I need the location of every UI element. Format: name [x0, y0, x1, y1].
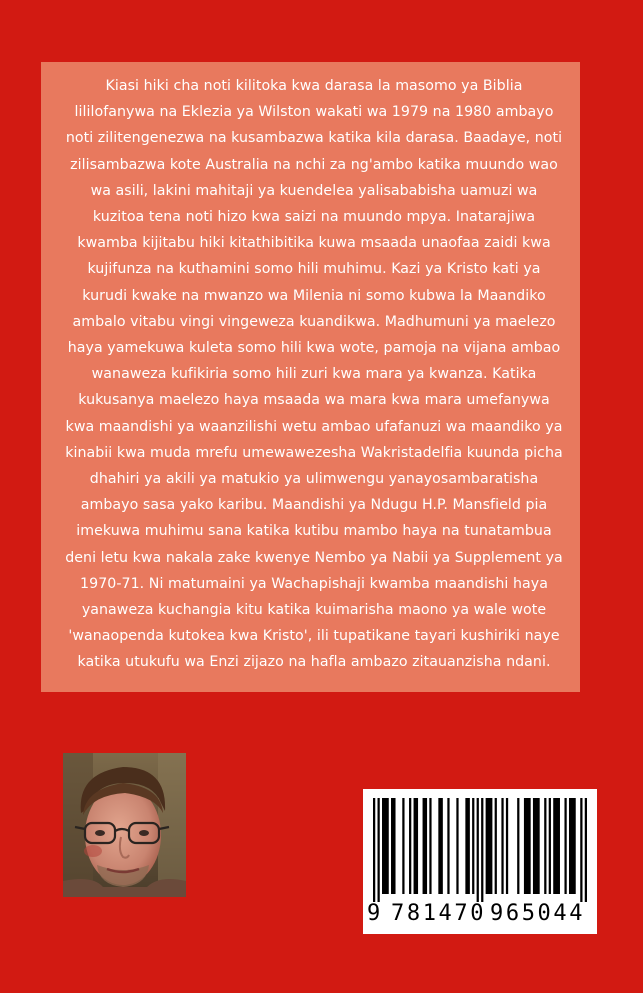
barcode-bar — [506, 798, 508, 894]
barcode-bar — [533, 798, 540, 894]
barcode-bar — [465, 798, 470, 894]
barcode-bar — [517, 798, 519, 894]
barcode-bar — [486, 798, 493, 894]
barcode-bar — [391, 798, 396, 894]
barcode-bar — [524, 798, 531, 894]
author-photo — [63, 753, 186, 897]
barcode-bar — [549, 798, 551, 894]
barcode-bar — [481, 798, 483, 902]
barcode-bar — [501, 798, 503, 894]
barcode-bar — [378, 798, 380, 902]
isbn-digits-left: 781470 — [391, 901, 487, 926]
barcode-bar — [569, 798, 576, 894]
barcode-bar — [402, 798, 404, 894]
author-photo-image — [63, 753, 186, 897]
barcode-bar — [477, 798, 479, 902]
barcode-bar — [456, 798, 458, 894]
barcode-bar — [580, 798, 582, 902]
back-cover-blurb: Kiasi hiki cha noti kilitoka kwa darasa la masomo ya Biblia lililofanywa na Eklezia ya Wilston wakati wa 1979 na 1980 ambayo noti zilitengenezwa na kusambazwa katika kila darasa. Baadaye, noti zilisambazwa kote Australia na nchi za ng'ambo katika muundo wao wa asili, lakini mahitaji ya kuendelea yalisababisha uamuzi wa kuzitoa tena noti hizo kwa saizi na muundo mpya. Inatarajiwa kwamba kijitabu hiki kitathibitika kuwa msaada unaofaa zaidi kwa kujifunza na kuthamini somo hili muhimu. Kazi ya Kristo kati ya kurudi kwake na mwanzo wa Milenia ni somo kubwa la Maandiko ambalo vitabu vingi vingeweza kuandikwa. Madhumuni ya maelezo haya yamekuwa kuleta somo hili kwa wote, pamoja na vijana ambao wanaweza kufikiria somo hili zuri kwa mara ya kwanza. Katika kukusanya maelezo haya msaada wa mara kwa mara umefanywa kwa maandishi ya waanzilishi wetu ambao ufafanuzi wa maandiko ya kinabii kwa muda mrefu umewawezesha Wakristadelfia kuunda picha dhahiri ya akili ya matukio ya ulimwengu yanayosambaratisha ambayo sasa yako karibu. Maandishi ya Ndugu H.P. Mansfield pia imekuwa muhimu sana katika kutibu mambo haya na tunatambua deni letu kwa nakala zake kwenye Nembo ya Nabii ya Supplement ya 1970-71. Ni matumaini ya Wachapishaji kwamba maandishi haya yanaweza kuchangia kitu katika kuimarisha maono ya wale wote 'wanaopenda kutokea kwa Kristo', ili tupatikane tayari kushiriki naye katika utukufu wa Enzi zijazo na hafla ambazo zitauanzisha ndani. — [65, 78, 563, 671]
barcode-bar — [409, 798, 411, 894]
isbn-barcode — [363, 789, 597, 934]
barcode-bar — [585, 798, 587, 902]
barcode-bar — [472, 798, 474, 894]
barcode-bar — [429, 798, 431, 894]
barcode-bar — [553, 798, 560, 894]
barcode-bar — [382, 798, 389, 894]
isbn-digits-right: 965044 — [490, 901, 586, 926]
barcode-bar — [544, 798, 546, 894]
blurb-panel — [41, 62, 580, 692]
barcode-bars — [373, 798, 587, 902]
barcode-bar — [447, 798, 449, 894]
isbn-number — [363, 901, 597, 929]
barcode-bar — [438, 798, 443, 894]
barcode-bar — [373, 798, 375, 902]
barcode-bar — [564, 798, 566, 894]
isbn-digit-first: 9 — [367, 901, 383, 926]
barcode-bar — [495, 798, 497, 894]
barcode-bar — [414, 798, 419, 894]
barcode-bar — [423, 798, 428, 894]
